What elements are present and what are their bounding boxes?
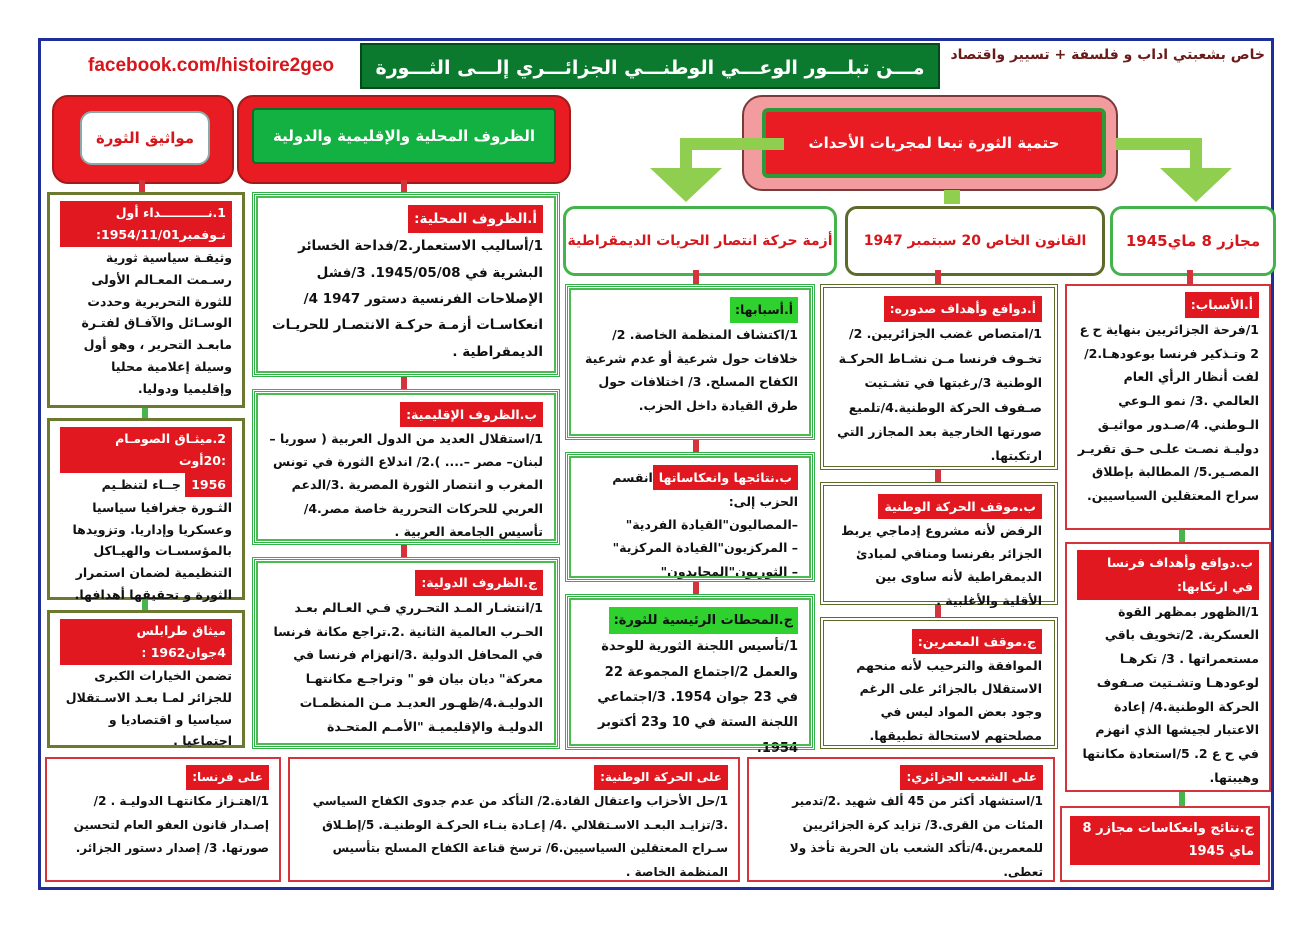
law-national [820,482,1058,608]
arrow-left-icon [650,138,784,202]
bottom-national [288,757,740,882]
massacres-causes-title: أ.الأسباب: [1185,292,1259,318]
connector [401,545,407,557]
bottom-france [45,757,281,882]
bottom-people [747,757,1055,882]
massacres-france-title: ب.دوافع وأهداف فرنسا في ارتكابها: [1077,550,1259,600]
law-settlers-title: ج.موقف المعمرين: [912,629,1042,654]
crisis-causes-title: أ.أسبابها: [730,297,798,323]
document-soummam-body: جــاء لتنظـيم الثـورة جغرافيا سياسيا وعسكريا وإداريا. وتزويدها بالمؤسسـات والهيـاكل التنظيمية لضمان استمرار الثورة و تحقيقها أهدافها. [72,476,232,603]
connector [693,270,699,284]
main-title: مـــن تبلـــور الوعـــي الوطنـــي الجزائـــري إلـــى الثـــورة التحريريـــــة [360,43,940,89]
crisis-stations [565,594,815,756]
document-november-body: وثيقـة سياسية ثورية رسـمت المعـالم الأولى للثورة التحريرية وحددت الوسـائل والآفـاق لفتـرة مابعـد التحرير ، وهو أول وسيلة إعلامية محليا وإقليميا ودوليا. [81,249,232,396]
conditions-regional [252,389,560,545]
law-motives [820,284,1058,470]
document-november-title: 1.نـــــــــــداء أول نـوفمبر1954/11/01: [60,201,232,247]
law-motives-body: 1/امتصاص غضب الجزائريين. 2/ تخـوف فرنسا مـن نشـاط الحركـة الوطنية 3/رغبتها في تشـتيت صـفوف الحركة الوطنية.4/تلميع صورتها الخارجية بعد المجازر التي ارتكبتها. [837,326,1042,464]
conditions-local-title: أ.الظروف المحلية: [408,205,543,233]
document-soummam-title: 2.ميثـاق الصومـام :20أوت [60,427,232,473]
bottom-people-title: على الشعب الجزائري: [900,765,1043,790]
massacres-causes [1065,284,1271,530]
conditions-local-body: 1/أساليب الاستعمار.2/فداحة الخسائر البشرية في 1945/05/08. 3/فشل الإصلاحات الفرنسية دستور 1947 4/انعكاسـات أزمـة حركـة الانتصـار للحريـات الديمقراطية . [272,238,543,360]
facebook-link[interactable]: facebook.com/histoire2geo [88,55,335,76]
law-national-title: ب.موقف الحركة الوطنية [878,494,1042,519]
massacres-results-title: ج.نتائج وانعكاسات مجازر 8 ماي 1945 [1070,816,1260,865]
connector [1179,792,1185,806]
crisis-results-intro: انقسم الحزب إلى: [612,470,798,510]
conditions-regional-title: ب.الظروف الإقليمية: [400,402,543,427]
arrow-center-icon [944,190,960,204]
crisis-results [565,452,815,582]
section-massacres: مجازر 8 ماي1945 [1110,206,1276,276]
conditions-local [252,192,560,377]
crisis-stations-body: 1/تأسيس اللجنة الثورية للوحدة والعمل 2/اجتماع المجموعة 22 في 23 جوان 1954. 3/اجتماعي اللجنة الستة في 10 و23 أكتوبر 1954. [597,639,798,756]
documents-header: مواثيق الثورة [80,111,210,165]
massacres-results [1060,806,1270,882]
bottom-people-body: 1/استشهاد أكثر من 45 ألف شهيد .2/تدمير المئات من القرى.3/ تزايد كرة الجزائريين للمعمرين.4/تأكد الشعب بان الحرية تأخذ ولا تعطى. [789,794,1043,879]
document-tripoli-title: ميثاق طرابلس 4جوان1962 : [60,619,232,665]
section-special-law: القانون الخاص 20 سبتمبر 1947 [845,206,1105,276]
connector [693,440,699,452]
massacres-france-motives [1065,542,1271,792]
document-soummam [47,418,245,603]
connector [693,582,699,594]
conditions-international [252,557,560,749]
law-settlers-body: الموافقة والترحيب لأنه منحهم الاستقلال بالجزائر على الرغم وجود بعض المواد ليس في مصلحتهم لاستحالة تطبيقها. [856,658,1042,743]
law-motives-title: أ.دوافع وأهداف صدوره: [884,296,1042,322]
arrow-right-icon [1116,138,1232,202]
law-national-body: الرفض لأنه مشروع إدماجي يربط الجزائر بفرنسا ومنافي لمبادئ الديمقراطية لأنه ساوى بين الأقلية والأغلبية . [841,523,1042,608]
conditions-international-body: 1/انتشـار المـد التحـرري فـي العـالم بعـد الحـرب العالمية الثانية .2.تراجع مكانة فرنسا في المحافل الدولية .3/انهزام فرنسا في معركة" ديان بيان فو " وتراجـع مكانتهـا الدوليـة.4/ظهـور العديـد مـن المنظمـات الدوليـة والإقليميـة "الأمـم المتحـدة [273,599,543,734]
connector [1187,270,1193,284]
connector [401,377,407,389]
crisis-result-item: – المركزيون"القيادة المركزية" [612,540,798,556]
crisis-stations-title: ج.المحطات الرئيسية للثورة: [609,607,798,634]
crisis-result-item: – الثوريون"المحايدون" [660,563,798,579]
connector [142,408,148,418]
document-november [47,192,245,408]
document-tripoli-body: تضمن الخيارات الكبرى للجزائر لمـا بعـد الاسـتقلال سياسيا و اقتصاديا و اجتماعيا . [65,667,232,749]
crisis-results-title: ب.نتائجها وانعكاساتها [653,465,798,490]
conditions-header: الظروف المحلية والإقليمية والدولية [252,108,556,164]
conditions-regional-body: 1/استقلال العديد من الدول العربية ( سوريا –لبنان– مصر –.... ).2/ اندلاع الثورة في تونس المغرب و انتصار الثورة المصرية .3/الدعم العربي للحركات التحررية خاصة مصر.4/تأسيس الجامعة العربية . [269,431,543,539]
crisis-causes [565,284,815,440]
inevitability-header: حتمية الثورة تبعا لمجريات الأحداث [762,108,1106,178]
bottom-national-title: على الحركة الوطنية: [594,765,728,790]
connector [401,180,407,192]
connector [935,470,941,482]
massacres-causes-body: 1/فرحة الجزائريين بنهاية ح ع 2 وتـذكير فرنسا بوعودهـا.2/ لفت أنظار الرأي العام العالمي .3/ نمو الـوعي الـوطني. 4/صـدور مواثيـق دوليـة نصـت علـى حـق تقريـر المصـير.5/ المطالبة بإطلاق سراح المعتقلين السياسيين. [1077,321,1259,503]
massacres-france-body: 1/الظهور بمظهر القوة العسكرية. 2/تخويف باقي مستعمراتها . 3/ تكرهـا لوعودهـا وتشـتيت صـفوف الحركة الوطنية.4/ إعادة الاعتبار لجيشها الذي انهزم في ح ع 2. 5/استعادة مكانتها وهيبتها. [1082,603,1259,785]
connector [935,270,941,284]
subtitle: خاص بشعبتي اداب و فلسفة + تسيير واقتصاد [950,47,1265,63]
bottom-france-body: 1/اهتـزاز مكانتهـا الدوليـة . 2/إصـدار قانون العفو العام لتحسين صورتها. 3/ إصدار دستور الجزائر. [73,794,269,856]
bottom-france-title: على فرنسا: [186,765,269,790]
document-tripoli [47,610,245,748]
conditions-international-title: ج.الظروف الدولية: [415,570,543,596]
document-soummam-year: 1956 [185,473,232,497]
law-settlers [820,617,1058,749]
connector [139,180,145,192]
crisis-causes-body: 1/اكتشاف المنظمة الخاصة. 2/ خلافات حول شرعية أو عدم شرعية الكفاح المسلح. 3/ اختلافات حول طرق القيادة داخل الحزب. [585,326,798,413]
bottom-national-body: 1/حل الأحزاب واعتقال القادة.2/ التأكد من عدم جدوى الكفاح السياسي .3/تزايـد البعـد الاسـتقلالي .4/ إعـادة بنـاء الحركـة الوطنيـة. 5/إطـلاق سـراح المعتقلين السياسيين.6/ ترسخ قناعة الكفاح المسلح بتأسيس المنظمة الخاصة . [312,794,728,879]
arrows-graphic [640,130,1240,210]
connector [1179,530,1185,542]
crisis-result-item: –المصاليون"القيادة الفردية" [625,517,798,533]
section-crisis: أزمة حركة انتصار الحريات الديمقراطية [563,206,837,276]
